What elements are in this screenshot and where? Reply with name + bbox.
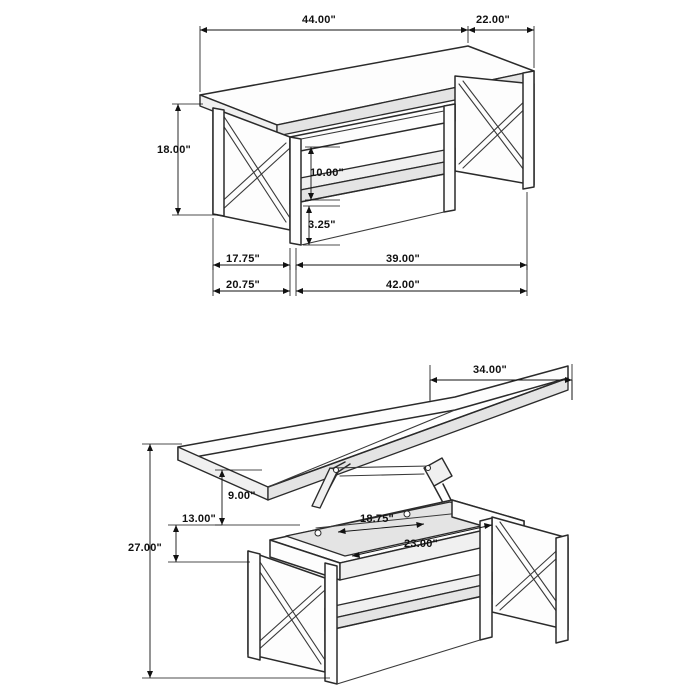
- lift-pivot-left: [334, 468, 339, 473]
- lift-front-right-leg: [480, 518, 492, 640]
- hinge-point-left: [315, 530, 321, 536]
- dim-floor-clearance-325: 3.25": [308, 219, 336, 231]
- arrow-42-left: [296, 288, 303, 294]
- back-right-leg: [523, 71, 534, 189]
- arrow-27-top: [147, 444, 153, 451]
- dim-lift-top-width-34: 34.00": [473, 364, 507, 376]
- arrow-27-bottom: [147, 671, 153, 678]
- front-left-leg: [290, 137, 301, 245]
- dim-side-outer-2075: 20.75": [226, 279, 260, 291]
- lift-pivot-right: [426, 466, 431, 471]
- lift-top-edge-front: [268, 378, 568, 500]
- dim-lift-height-13: 13.00": [182, 513, 216, 525]
- arrow-18-top: [175, 104, 181, 111]
- lift-floor-line: [337, 640, 480, 684]
- arrow-18-bottom: [175, 208, 181, 215]
- dim-front-inner-39: 39.00": [386, 253, 420, 265]
- dim-height-18: 18.00": [157, 144, 191, 156]
- hinge-point-right: [404, 511, 410, 517]
- dim-lift-height-27: 27.00": [128, 542, 162, 554]
- dim-storage-depth-1875: 18.75": [360, 513, 394, 525]
- arrow-44-left: [200, 27, 207, 33]
- dim-shelf-height-10: 10.00": [310, 167, 344, 179]
- back-left-leg: [213, 108, 224, 216]
- arrow-42-right: [520, 288, 527, 294]
- lift-front-left-leg: [325, 563, 337, 684]
- arrow-9-bottom: [219, 518, 225, 525]
- dim-top-depth-22: 22.00": [476, 14, 510, 26]
- dim-lift-rise-9: 9.00": [228, 490, 256, 502]
- arrow-2075-right: [283, 288, 290, 294]
- arrow-13-bottom: [173, 555, 179, 562]
- dim-storage-width-23: 23.00": [404, 538, 438, 550]
- arrow-22-left: [468, 27, 475, 33]
- arrow-1775-left: [213, 262, 220, 268]
- arrow-325-top: [306, 206, 312, 213]
- lift-arm-crossbar-2: [340, 474, 424, 476]
- arrow-34-left: [430, 377, 437, 383]
- arrow-2075-left: [213, 288, 220, 294]
- dim-side-inner-1775: 17.75": [226, 253, 260, 265]
- lift-back-right-leg: [556, 535, 568, 643]
- arrow-1775-right: [283, 262, 290, 268]
- dim-front-outer-42: 42.00": [386, 279, 420, 291]
- dim-top-width-44: 44.00": [302, 14, 336, 26]
- lift-arm-right-body: [424, 458, 452, 486]
- arrow-39-right: [520, 262, 527, 268]
- lift-back-left-leg: [248, 551, 260, 660]
- arrow-39-left: [296, 262, 303, 268]
- arrow-13-top: [173, 525, 179, 532]
- front-right-leg: [444, 104, 455, 212]
- arrow-44-right: [461, 27, 468, 33]
- arrow-22-right: [527, 27, 534, 33]
